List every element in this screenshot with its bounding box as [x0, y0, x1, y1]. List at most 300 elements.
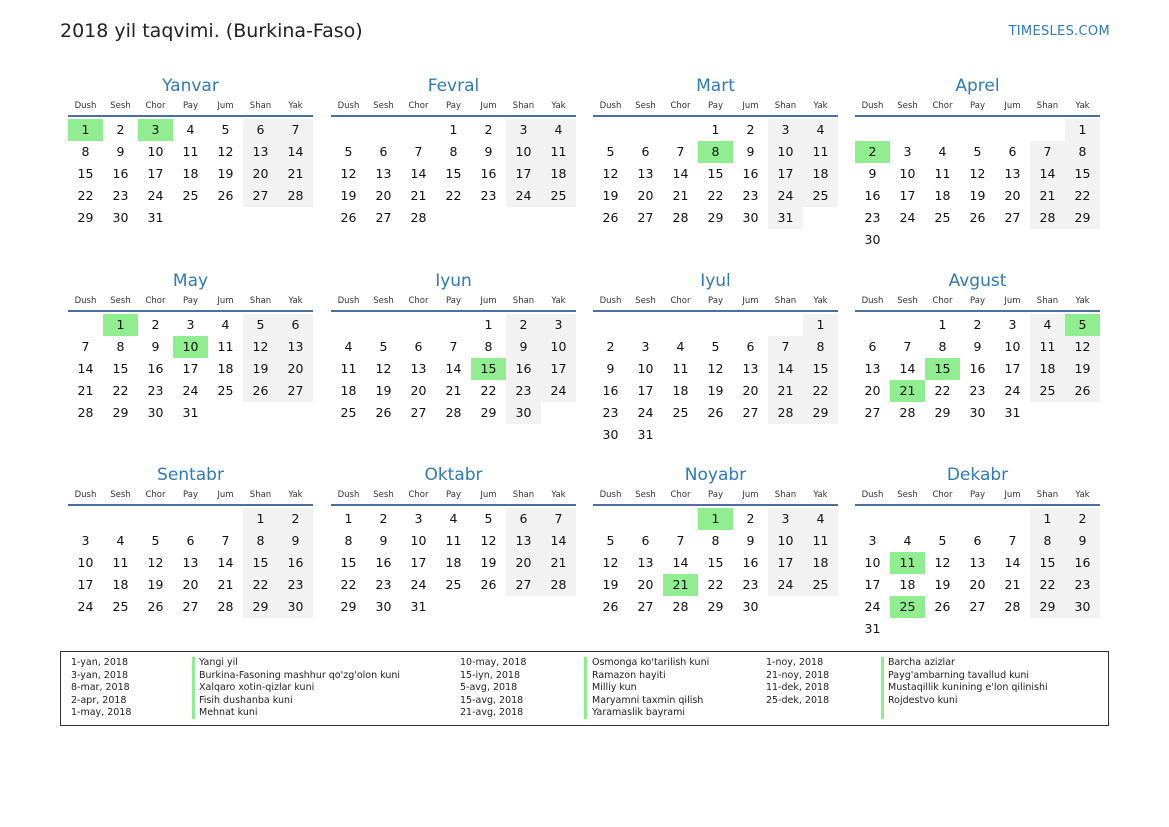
day-cell: 23: [506, 380, 541, 402]
month-name: Yanvar: [162, 76, 219, 96]
day-cell: 4: [221, 317, 230, 332]
day-cell: 12: [602, 166, 619, 181]
day-cell: 25: [445, 577, 462, 592]
legend-date: 10-may, 2018: [460, 657, 527, 668]
month-may: [68, 269, 313, 424]
day-cell: 20: [375, 188, 392, 203]
month-aprel: [855, 74, 1100, 251]
month-name: Iyun: [435, 271, 472, 291]
legend-holiday-name: Maryamni taxmin qilish: [592, 694, 704, 706]
weekday-label: Jum: [1004, 490, 1021, 500]
weekday-label: Yak: [551, 101, 566, 111]
day-cell: 30: [742, 599, 759, 614]
holiday-day-cell: 11: [890, 552, 925, 574]
day-cell: 23: [112, 188, 129, 203]
day-cell: 30: [1065, 596, 1100, 618]
page-title: 2018 yil taqvimi. (Burkina-Faso): [60, 20, 363, 42]
day-cell: 7: [449, 339, 458, 354]
day-cell: 28: [410, 210, 427, 225]
day-cell: 4: [1030, 314, 1065, 336]
day-cell: 5: [221, 122, 230, 137]
day-cell: 12: [147, 555, 164, 570]
day-cell: 3: [506, 119, 541, 141]
day-cell: 1: [449, 122, 458, 137]
month-name: Oktabr: [424, 465, 483, 485]
weekday-label: Jum: [742, 490, 759, 500]
empty-cell: [925, 508, 960, 530]
day-cell: 6: [414, 339, 423, 354]
day-cell: 11: [182, 144, 199, 159]
day-cell: 17: [768, 163, 803, 185]
day-cell: 4: [803, 119, 838, 141]
holiday-day-cell: 5: [1065, 314, 1100, 336]
weekday-label: Yak: [1075, 490, 1090, 500]
day-cell: 26: [1065, 380, 1100, 402]
day-cell: 20: [742, 383, 759, 398]
day-cell: 17: [77, 577, 94, 592]
empty-cell: [366, 314, 401, 336]
site-link[interactable]: TIMESLES.COM: [1008, 24, 1110, 39]
day-cell: 10: [410, 533, 427, 548]
legend-date: 11-dek, 2018: [766, 682, 830, 693]
weekday-label: Yak: [551, 490, 566, 500]
weekday-label: Sesh: [373, 490, 394, 500]
day-cell: 22: [112, 383, 129, 398]
days-grid: [855, 508, 1100, 640]
empty-cell: [995, 508, 1030, 530]
legend-holiday-name: Rojdestvo kuni: [888, 694, 958, 706]
weekday-label: Shan: [249, 296, 272, 306]
days-grid: [593, 119, 838, 229]
day-cell: 26: [707, 405, 724, 420]
days-grid: [68, 508, 313, 618]
empty-cell: [401, 119, 436, 141]
empty-cell: [995, 119, 1030, 141]
weekday-label: Sesh: [635, 490, 656, 500]
weekday-label: Pay: [446, 296, 461, 306]
empty-cell: [401, 314, 436, 336]
empty-cell: [855, 314, 890, 336]
day-cell: 8: [243, 530, 278, 552]
empty-cell: [208, 508, 243, 530]
weekday-label: Dush: [337, 101, 360, 111]
days-grid: [68, 119, 313, 229]
legend-dates-column: [460, 657, 526, 720]
day-cell: 31: [182, 405, 199, 420]
day-cell: 13: [506, 530, 541, 552]
day-cell: 17: [147, 166, 164, 181]
day-cell: 2: [746, 122, 755, 137]
day-cell: 5: [606, 144, 615, 159]
day-cell: 30: [112, 210, 129, 225]
day-cell: 4: [116, 533, 125, 548]
day-cell: 15: [1065, 163, 1100, 185]
day-cell: 2: [151, 317, 160, 332]
weekday-label: Yak: [551, 296, 566, 306]
empty-cell: [733, 314, 768, 336]
month-mart: [593, 74, 838, 229]
weekday-label: Sesh: [110, 296, 131, 306]
day-cell: 8: [1030, 530, 1065, 552]
day-cell: 25: [803, 574, 838, 596]
day-cell: 25: [112, 599, 129, 614]
weekday-header: [855, 487, 1100, 506]
day-cell: 17: [541, 358, 576, 380]
month-name: Avgust: [948, 271, 1007, 291]
day-cell: 15: [707, 166, 724, 181]
day-cell: 10: [637, 361, 654, 376]
day-cell: 30: [602, 427, 619, 442]
day-cell: 1: [711, 122, 720, 137]
day-cell: 11: [803, 530, 838, 552]
day-cell: 18: [340, 383, 357, 398]
day-cell: 2: [484, 122, 493, 137]
day-cell: 18: [445, 555, 462, 570]
empty-cell: [628, 119, 663, 141]
day-cell: 1: [938, 317, 947, 332]
legend-date: 2-apr, 2018: [71, 694, 127, 706]
day-cell: 25: [803, 185, 838, 207]
day-cell: 27: [864, 405, 881, 420]
day-cell: 21: [445, 383, 462, 398]
weekday-label: Jum: [480, 296, 497, 306]
day-cell: 31: [410, 599, 427, 614]
holiday-legend: [60, 651, 1109, 726]
weekday-label: Jum: [217, 490, 234, 500]
day-cell: 21: [1030, 185, 1065, 207]
day-cell: 7: [903, 339, 912, 354]
day-cell: 24: [864, 599, 881, 614]
day-cell: 9: [868, 166, 877, 181]
day-cell: 12: [1065, 336, 1100, 358]
day-cell: 5: [711, 339, 720, 354]
empty-cell: [698, 314, 733, 336]
weekday-label: Yak: [1075, 101, 1090, 111]
day-cell: 28: [445, 405, 462, 420]
day-cell: 9: [484, 144, 493, 159]
day-cell: 8: [938, 339, 947, 354]
day-cell: 17: [768, 552, 803, 574]
day-cell: 12: [969, 166, 986, 181]
day-cell: 9: [1065, 530, 1100, 552]
empty-cell: [855, 119, 890, 141]
day-cell: 6: [868, 339, 877, 354]
legend-date: 5-avg, 2018: [460, 682, 518, 693]
day-cell: 27: [410, 405, 427, 420]
day-cell: 24: [899, 210, 916, 225]
day-cell: 11: [112, 555, 129, 570]
holiday-day-cell: 25: [890, 596, 925, 618]
weekday-header: [593, 487, 838, 506]
day-cell: 29: [1065, 207, 1100, 229]
legend-date: 15-iyn, 2018: [460, 669, 521, 681]
month-name: Noyabr: [684, 465, 747, 485]
day-cell: 13: [864, 361, 881, 376]
day-cell: 26: [243, 380, 278, 402]
month-dekabr: [855, 463, 1100, 640]
month-oktabr: [331, 463, 576, 618]
weekday-label: Sesh: [897, 296, 918, 306]
day-cell: 24: [410, 577, 427, 592]
empty-cell: [68, 508, 103, 530]
legend-holiday-name: Mustaqillik kunining e'lon qilinishi: [888, 682, 1048, 693]
holiday-day-cell: 2: [855, 141, 890, 163]
day-cell: 13: [969, 555, 986, 570]
day-cell: 10: [768, 141, 803, 163]
day-cell: 1: [803, 314, 838, 336]
day-cell: 31: [864, 621, 881, 636]
legend-holiday-color-bar: [881, 657, 884, 719]
weekday-label: Jum: [742, 101, 759, 111]
legend-holiday-name: Milliy kun: [592, 682, 637, 693]
empty-cell: [960, 508, 995, 530]
day-cell: 16: [480, 166, 497, 181]
weekday-header: [855, 98, 1100, 117]
day-cell: 21: [77, 383, 94, 398]
day-cell: 17: [1004, 361, 1021, 376]
day-cell: 30: [147, 405, 164, 420]
day-cell: 24: [1004, 383, 1021, 398]
weekday-label: Shan: [1036, 101, 1059, 111]
weekday-label: Chor: [145, 490, 166, 500]
day-cell: 29: [707, 210, 724, 225]
day-cell: 7: [1030, 141, 1065, 163]
legend-names-column: [592, 657, 709, 720]
day-cell: 7: [676, 533, 685, 548]
empty-cell: [103, 508, 138, 530]
empty-cell: [436, 314, 471, 336]
day-cell: 23: [742, 577, 759, 592]
holiday-day-cell: 15: [471, 358, 506, 380]
day-cell: 5: [938, 533, 947, 548]
weekday-label: Chor: [145, 296, 166, 306]
day-cell: 23: [864, 210, 881, 225]
holiday-day-cell: 21: [890, 380, 925, 402]
day-cell: 22: [1030, 574, 1065, 596]
day-cell: 19: [340, 188, 357, 203]
weekday-header: [68, 293, 313, 312]
day-cell: 28: [541, 574, 576, 596]
day-cell: 20: [864, 383, 881, 398]
day-cell: 19: [375, 383, 392, 398]
day-cell: 14: [541, 530, 576, 552]
day-cell: 23: [969, 383, 986, 398]
day-cell: 16: [147, 361, 164, 376]
day-cell: 28: [899, 405, 916, 420]
day-cell: 28: [1030, 207, 1065, 229]
weekday-label: Shan: [774, 490, 797, 500]
day-cell: 14: [278, 141, 313, 163]
holiday-day-cell: 1: [68, 119, 103, 141]
day-cell: 12: [934, 555, 951, 570]
weekday-label: Jum: [217, 101, 234, 111]
month-iyun: [331, 269, 576, 424]
day-cell: 24: [768, 574, 803, 596]
day-cell: 10: [864, 555, 881, 570]
day-cell: 18: [899, 577, 916, 592]
day-cell: 11: [217, 339, 234, 354]
weekday-label: Shan: [249, 101, 272, 111]
day-cell: 21: [410, 188, 427, 203]
day-cell: 5: [243, 314, 278, 336]
weekday-label: Sesh: [110, 490, 131, 500]
day-cell: 19: [480, 555, 497, 570]
day-cell: 13: [637, 555, 654, 570]
day-cell: 2: [746, 511, 755, 526]
day-cell: 28: [768, 402, 803, 424]
days-grid: [855, 314, 1100, 424]
day-cell: 26: [969, 210, 986, 225]
day-cell: 27: [243, 185, 278, 207]
empty-cell: [890, 314, 925, 336]
days-grid: [68, 314, 313, 424]
day-cell: 9: [746, 144, 755, 159]
weekday-label: Yak: [288, 101, 303, 111]
day-cell: 15: [1030, 552, 1065, 574]
weekday-label: Yak: [288, 490, 303, 500]
day-cell: 1: [1030, 508, 1065, 530]
day-cell: 26: [934, 599, 951, 614]
day-cell: 19: [243, 358, 278, 380]
day-cell: 22: [445, 188, 462, 203]
day-cell: 22: [480, 383, 497, 398]
day-cell: 10: [77, 555, 94, 570]
day-cell: 20: [969, 577, 986, 592]
day-cell: 4: [676, 339, 685, 354]
day-cell: 29: [707, 599, 724, 614]
weekday-label: Pay: [708, 296, 723, 306]
day-cell: 4: [449, 511, 458, 526]
empty-cell: [663, 508, 698, 530]
month-name: Dekabr: [946, 465, 1009, 485]
day-cell: 18: [182, 166, 199, 181]
day-cell: 13: [637, 166, 654, 181]
day-cell: 26: [480, 577, 497, 592]
weekday-label: Pay: [970, 101, 985, 111]
weekday-label: Pay: [183, 296, 198, 306]
weekday-label: Yak: [813, 101, 828, 111]
day-cell: 30: [506, 402, 541, 424]
day-cell: 29: [243, 596, 278, 618]
month-fevral: [331, 74, 576, 229]
weekday-label: Dush: [74, 101, 97, 111]
month-name: Mart: [696, 76, 735, 96]
day-cell: 7: [221, 533, 230, 548]
day-cell: 31: [147, 210, 164, 225]
day-cell: 14: [899, 361, 916, 376]
weekday-label: Pay: [446, 490, 461, 500]
day-cell: 23: [278, 574, 313, 596]
day-cell: 6: [278, 314, 313, 336]
day-cell: 14: [1030, 163, 1065, 185]
holiday-day-cell: 10: [173, 336, 208, 358]
empty-cell: [925, 119, 960, 141]
day-cell: 8: [711, 533, 720, 548]
day-cell: 14: [410, 166, 427, 181]
day-cell: 22: [243, 574, 278, 596]
weekday-header: [331, 487, 576, 506]
weekday-label: Shan: [512, 296, 535, 306]
day-cell: 26: [217, 188, 234, 203]
day-cell: 19: [707, 383, 724, 398]
day-cell: 22: [707, 577, 724, 592]
legend-holiday-name: Barcha azizlar: [888, 657, 955, 668]
day-cell: 26: [602, 210, 619, 225]
day-cell: 14: [672, 166, 689, 181]
day-cell: 15: [77, 166, 94, 181]
weekday-label: Dush: [861, 490, 884, 500]
day-cell: 16: [742, 166, 759, 181]
day-cell: 16: [969, 361, 986, 376]
weekday-label: Dush: [74, 490, 97, 500]
days-grid: [331, 119, 576, 229]
day-cell: 20: [278, 358, 313, 380]
legend-holiday-name: Yaramaslik bayrami: [592, 707, 685, 718]
weekday-label: Pay: [708, 490, 723, 500]
day-cell: 8: [1065, 141, 1100, 163]
legend-date: 15-avg, 2018: [460, 694, 524, 706]
day-cell: 22: [340, 577, 357, 592]
empty-cell: [138, 508, 173, 530]
day-cell: 31: [768, 207, 803, 229]
day-cell: 6: [186, 533, 195, 548]
day-cell: 4: [803, 508, 838, 530]
day-cell: 27: [1004, 210, 1021, 225]
day-cell: 22: [1065, 185, 1100, 207]
day-cell: 1: [1065, 119, 1100, 141]
day-cell: 30: [278, 596, 313, 618]
day-cell: 7: [676, 144, 685, 159]
day-cell: 24: [77, 599, 94, 614]
day-cell: 27: [637, 210, 654, 225]
weekday-label: Shan: [512, 101, 535, 111]
empty-cell: [173, 508, 208, 530]
day-cell: 8: [449, 144, 458, 159]
day-cell: 24: [147, 188, 164, 203]
day-cell: 15: [803, 358, 838, 380]
day-cell: 2: [606, 339, 615, 354]
day-cell: 12: [340, 166, 357, 181]
day-cell: 29: [934, 405, 951, 420]
day-cell: 20: [243, 163, 278, 185]
month-avgust: [855, 269, 1100, 424]
day-cell: 6: [379, 144, 388, 159]
day-cell: 9: [746, 533, 755, 548]
day-cell: 6: [641, 144, 650, 159]
day-cell: 9: [506, 336, 541, 358]
days-grid: [593, 314, 838, 446]
day-cell: 8: [116, 339, 125, 354]
day-cell: 21: [1004, 577, 1021, 592]
day-cell: 16: [375, 555, 392, 570]
day-cell: 18: [112, 577, 129, 592]
day-cell: 17: [506, 163, 541, 185]
day-cell: 5: [151, 533, 160, 548]
month-name: Fevral: [427, 76, 480, 96]
day-cell: 18: [803, 163, 838, 185]
day-cell: 3: [903, 144, 912, 159]
day-cell: 3: [868, 533, 877, 548]
day-cell: 15: [340, 555, 357, 570]
weekday-label: Chor: [145, 101, 166, 111]
weekday-label: Chor: [932, 101, 953, 111]
day-cell: 23: [147, 383, 164, 398]
day-cell: 3: [768, 508, 803, 530]
day-cell: 3: [1008, 317, 1017, 332]
day-cell: 26: [147, 599, 164, 614]
day-cell: 16: [1065, 552, 1100, 574]
day-cell: 19: [1065, 358, 1100, 380]
